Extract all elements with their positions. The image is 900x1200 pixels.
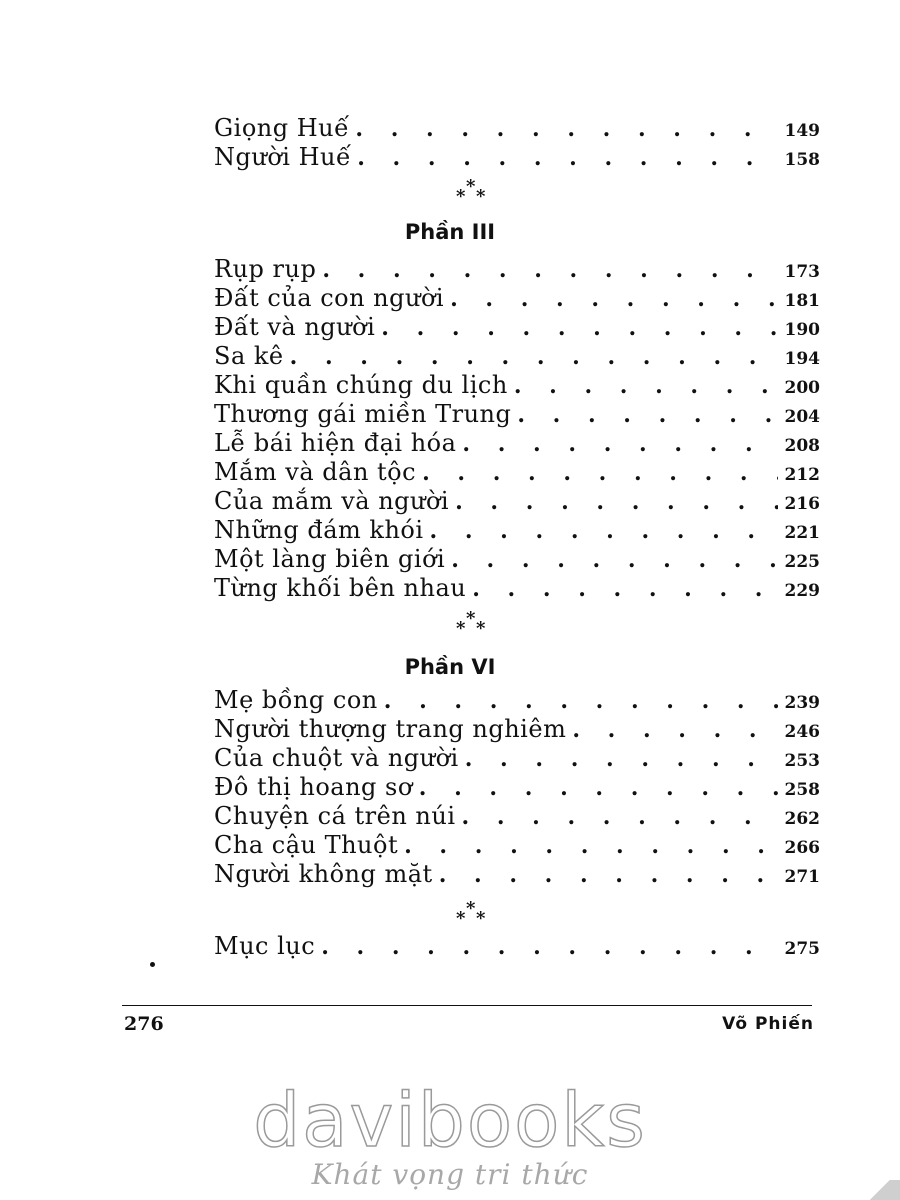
toc-part-six	[214, 686, 820, 889]
watermark-tagline: Khát vọng tri thức	[311, 1158, 589, 1191]
dot-leader	[450, 288, 778, 310]
toc-entry	[214, 545, 820, 574]
dot-leader	[355, 118, 778, 140]
running-footer-author: Võ Phiến	[722, 1014, 814, 1034]
toc-entry-page: 262	[784, 809, 820, 829]
toc-entry	[214, 313, 820, 342]
toc-part-three	[214, 255, 820, 603]
toc-entry-title: Từng khối bên nhau	[214, 574, 467, 602]
scan-corner-shadow	[860, 1180, 900, 1200]
toc-entry	[214, 686, 820, 715]
dot-leader	[357, 147, 778, 169]
toc-entry	[214, 715, 820, 744]
toc-entry-page: 208	[784, 436, 820, 456]
toc-entry-title: Người không mặt	[214, 860, 433, 888]
dot-leader	[321, 936, 778, 958]
toc-entry-page: 212	[784, 465, 820, 485]
toc-entry-page: 221	[784, 523, 820, 543]
dot-leader	[572, 719, 778, 741]
toc-entry-page: 225	[784, 552, 820, 572]
toc-entry-page: 229	[784, 581, 820, 601]
toc-entry-title: Đô thị hoang sơ	[214, 773, 413, 801]
toc-entry-page: 204	[784, 407, 820, 427]
toc-entry	[214, 574, 820, 603]
toc-entry-title: Những đám khói	[214, 516, 424, 544]
dot-leader	[472, 578, 778, 600]
toc-entry-page: 149	[784, 121, 820, 141]
dot-leader	[290, 346, 778, 368]
footer-rule	[122, 1005, 812, 1006]
toc-entry	[214, 516, 820, 545]
toc-entry-page: 253	[784, 751, 820, 771]
toc-entry	[214, 773, 820, 802]
toc-entry-title: Rụp rụp	[214, 255, 317, 283]
toc-entry-title: Giọng Huế	[214, 114, 350, 142]
toc-entry	[214, 284, 820, 313]
toc-entry-title: Của chuột và người	[214, 744, 459, 772]
toc-entry-title: Người thượng trang nghiêm	[214, 715, 567, 743]
part-three-heading: Phần III	[404, 220, 496, 244]
page-number: 276	[124, 1013, 164, 1035]
toc-entry-title: Đất và người	[214, 313, 376, 341]
dot-leader	[439, 864, 778, 886]
toc-closing	[214, 932, 820, 961]
dot-leader	[451, 549, 778, 571]
toc-entry	[214, 400, 820, 429]
toc-entry-title: Khi quần chúng du lịch	[214, 371, 508, 399]
toc-entry-title: Cha cậu Thuột	[214, 831, 399, 859]
dot-leader	[455, 491, 778, 513]
toc-entry-page: 173	[784, 262, 820, 282]
toc-entry	[214, 255, 820, 284]
toc-part-two-tail	[214, 114, 820, 172]
dot-leader	[404, 835, 778, 857]
toc-entry-page: 194	[784, 349, 820, 369]
dot-leader	[419, 777, 778, 799]
toc-entry	[214, 143, 820, 172]
toc-entry-page: 275	[784, 939, 820, 959]
toc-entry-page: 246	[784, 722, 820, 742]
toc-entry	[214, 371, 820, 400]
toc-entry	[214, 831, 820, 860]
dot-leader	[381, 317, 778, 339]
toc-entry	[214, 744, 820, 773]
dot-leader	[517, 404, 778, 426]
asterism-divider: * * *	[456, 608, 486, 639]
toc-entry-page: 271	[784, 867, 820, 887]
toc-entry-title: Của mắm và người	[214, 487, 450, 515]
asterism-divider: * * *	[456, 176, 486, 207]
dot-leader	[430, 520, 778, 542]
toc-entry-title: Một làng biên giới	[214, 545, 446, 573]
toc-entry-title: Thương gái miền Trung	[214, 400, 512, 428]
toc-entry-title: Chuyện cá trên núi	[214, 802, 456, 830]
toc-entry	[214, 932, 820, 961]
toc-entry-title: Mục lục	[214, 932, 316, 960]
toc-entry	[214, 429, 820, 458]
toc-entry-title: Người Huế	[214, 143, 352, 171]
dot-leader	[322, 259, 778, 281]
toc-entry	[214, 458, 820, 487]
toc-entry-page: 181	[784, 291, 820, 311]
dot-leader	[465, 748, 778, 770]
toc-entry	[214, 487, 820, 516]
toc-entry	[214, 860, 820, 889]
toc-entry-page: 266	[784, 838, 820, 858]
print-speck	[150, 962, 155, 967]
watermark-brand: davibooks	[253, 1078, 647, 1164]
toc-entry-title: Đất của con người	[214, 284, 445, 312]
toc-entry	[214, 114, 820, 143]
toc-entry	[214, 342, 820, 371]
toc-entry-page: 216	[784, 494, 820, 514]
asterism-divider: * * *	[456, 898, 486, 929]
toc-entry-page: 239	[784, 693, 820, 713]
toc-entry-page: 158	[784, 150, 820, 170]
dot-leader	[422, 462, 778, 484]
dot-leader	[462, 806, 779, 828]
toc-entry-title: Mắm và dân tộc	[214, 458, 417, 486]
dot-leader	[462, 433, 778, 455]
toc-entry-title: Sa kê	[214, 342, 284, 370]
toc-entry	[214, 802, 820, 831]
toc-entry-title: Mẹ bồng con	[214, 686, 378, 714]
dot-leader	[514, 375, 778, 397]
part-six-heading: Phần VI	[404, 655, 496, 679]
toc-entry-page: 190	[784, 320, 820, 340]
toc-entry-page: 200	[784, 378, 820, 398]
toc-entry-page: 258	[784, 780, 820, 800]
toc-entry-title: Lễ bái hiện đại hóa	[214, 429, 457, 457]
dot-leader	[384, 690, 778, 712]
